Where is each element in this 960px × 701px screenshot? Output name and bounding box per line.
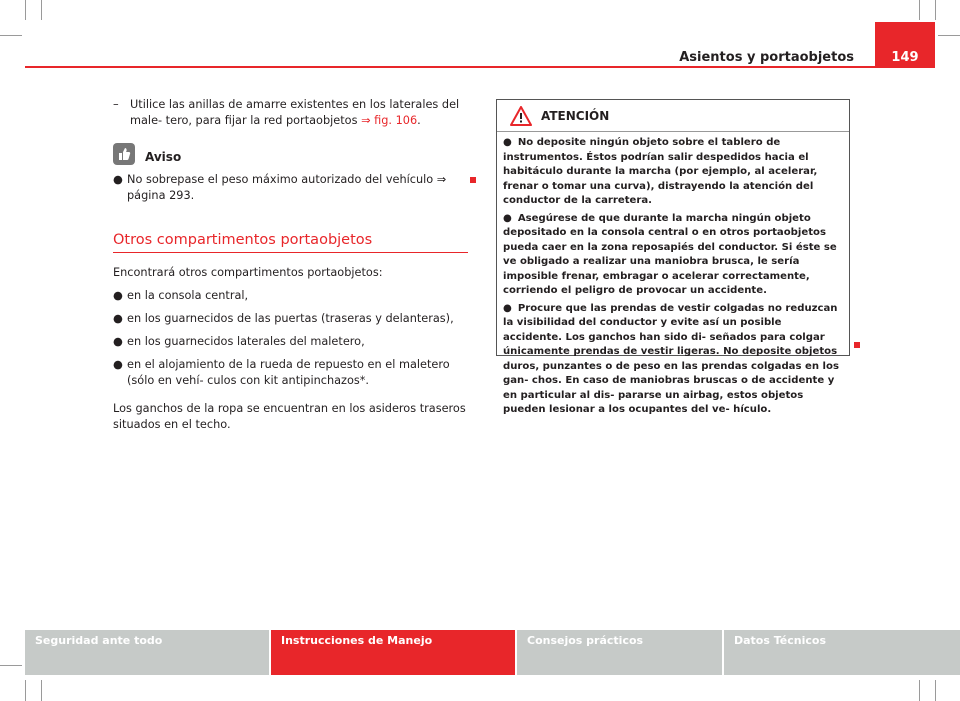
tab-datos[interactable]: Datos Técnicos [724, 630, 960, 675]
warning-item [503, 302, 843, 418]
list-item-text: en el alojamiento de la rueda de repuesto en el maletero (sólo en vehí- culos con kit antipinchazos*. [127, 358, 450, 387]
list-item-text: en la consola central, [127, 289, 249, 302]
bullet-icon: ● [113, 289, 123, 302]
warning-title: ATENCIÓN [541, 108, 610, 123]
crop-mark [0, 665, 22, 666]
bullet-icon: ● [113, 358, 123, 371]
note-icon [113, 143, 135, 165]
page-title: Asientos y portaobjetos [679, 50, 854, 65]
list-item-text: en los guarnecidos laterales del maletero, [127, 335, 365, 348]
bullet-icon: ● [113, 173, 123, 186]
crop-mark [41, 680, 42, 701]
warning-item-text: Asegúrese de que durante la marcha ningún objeto depositado en la consola central o en otros portaobjetos pueda caer en la zona reposapiés del conductor. Si éste se ve obligado a realizar una maniobra brusca, le sería imposible frenar, embragar o acelerar correctamente, corriendo el peligro de provocar un accidente. [503, 212, 837, 296]
list-item [113, 311, 468, 327]
bullet-icon: ● [113, 335, 123, 348]
crop-mark [935, 0, 936, 20]
tab-seguridad[interactable]: Seguridad ante todo [25, 630, 269, 675]
note-heading [113, 143, 468, 165]
instruction-item [113, 97, 468, 129]
crop-mark [919, 680, 920, 701]
bullet-icon: ● [503, 212, 512, 224]
list-item [113, 334, 468, 350]
figure-link[interactable]: ⇒ fig. 106 [361, 114, 418, 127]
crop-mark [25, 0, 26, 20]
list-item-text: en los guarnecidos de las puertas (traseras y delanteras), [127, 312, 454, 325]
list-item [113, 288, 468, 304]
instruction-end: . [417, 114, 421, 127]
end-marker-icon [854, 342, 860, 348]
section-title: Otros compartimentos portaobjetos [113, 232, 468, 253]
warning-item [503, 136, 843, 209]
note-item [113, 172, 468, 204]
warning-triangle-icon [510, 106, 532, 126]
intro-text: Encontrará otros compartimentos portaobjetos: [113, 266, 383, 279]
warning-box [496, 99, 850, 415]
crop-mark [41, 0, 42, 20]
left-column [113, 97, 468, 433]
bullet-icon: ● [113, 312, 123, 325]
end-marker-icon [470, 177, 476, 183]
warning-item [503, 212, 843, 299]
bullet-icon: ● [503, 302, 512, 314]
closing-text: Los ganchos de la ropa se encuentran en los asideros traseros situados en el techo. [113, 402, 466, 431]
footer-nav [25, 630, 960, 675]
crop-mark [938, 35, 960, 36]
instruction-text: Utilice las anillas de amarre existentes en los laterales del male- tero, para fijar la red portaobjetos [130, 98, 460, 127]
tab-instrucciones[interactable]: Instrucciones de Manejo [271, 630, 515, 675]
page-number: 149 [891, 50, 919, 65]
warning-item-text: No deposite ningún objeto sobre el tablero de instrumentos. Éstos podrían salir despedidos hacia el habitáculo durante la marcha (por ejemplo, al acelerar, frenar o tomar una curva), distrayendo la atención del conductor de la carretera. [503, 137, 818, 206]
dash-marker: – [113, 98, 119, 111]
tab-consejos[interactable]: Consejos prácticos [517, 630, 722, 675]
crop-mark [935, 680, 936, 701]
list-item [113, 357, 468, 389]
crop-mark [0, 35, 22, 36]
warning-header [497, 100, 849, 132]
note-title: Aviso [145, 150, 182, 164]
warning-body [497, 132, 849, 418]
crop-mark [919, 0, 920, 20]
header-divider [25, 66, 875, 68]
note-text: No sobrepase el peso máximo autorizado del vehículo ⇒ página 293. [127, 173, 447, 202]
warning-item-text: Procure que las prendas de vestir colgadas no reduzcan la visibilidad del conductor y evite así un posible accidente. Los ganchos han sido di- señados para colgar únicamente prendas de vestir ligeras. No deposite objetos duros, punzantes o de peso en las prendas colgadas en los gan- chos. En caso de maniobras bruscas o de accidente y en particular al dis- pararse un airbag, estos objetos pueden lesionar a los ocupantes del ve- hículo. [503, 302, 839, 415]
bullet-icon: ● [503, 137, 512, 148]
crop-mark [25, 680, 26, 701]
